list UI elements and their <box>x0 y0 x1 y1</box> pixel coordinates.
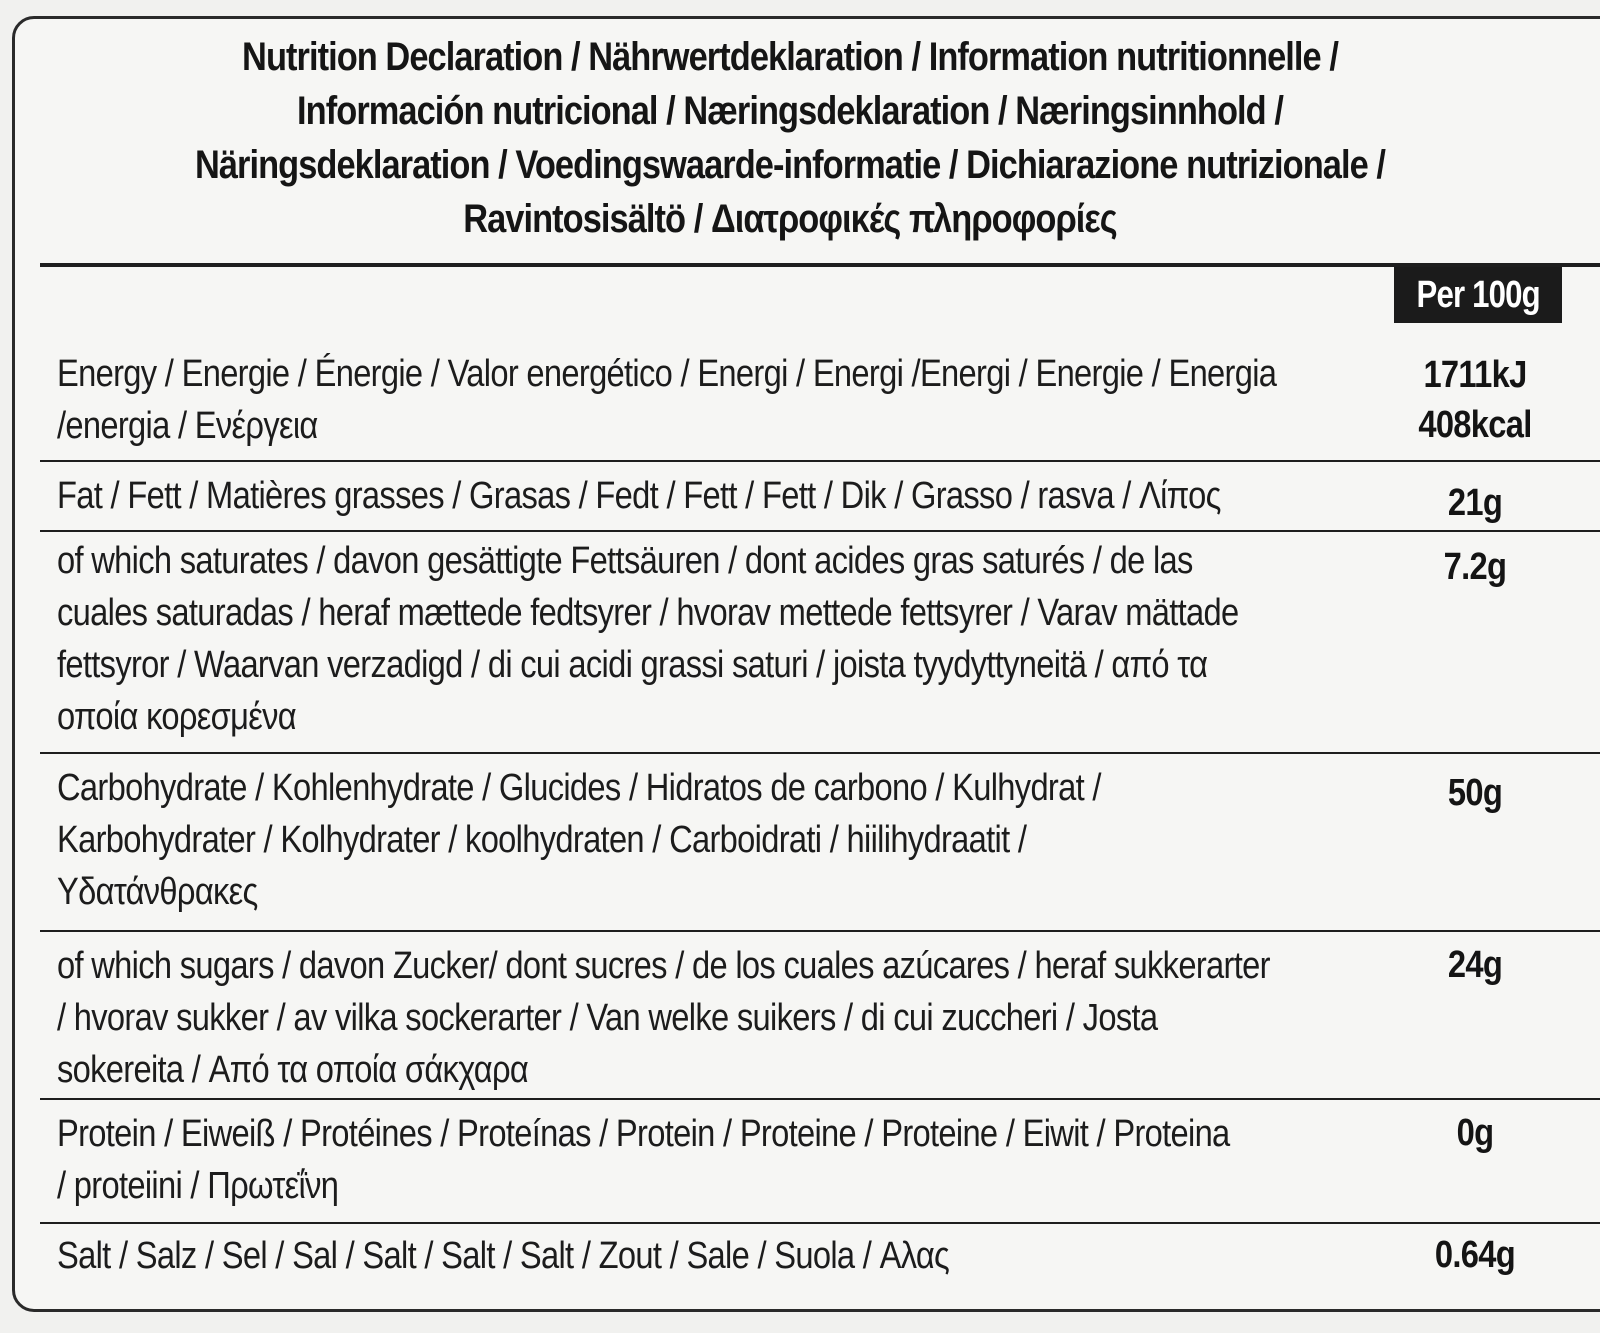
row-divider <box>40 930 1600 932</box>
title-line: Nutrition Declaration / Nährwertdeklaration / Information nutritionnelle / <box>242 35 1338 79</box>
sugars-label <box>57 940 1347 1096</box>
fat-value <box>1390 478 1560 528</box>
energy-label <box>57 348 1347 452</box>
label-line: fettsyror / Waarvan verzadigd / di cui acidi grassi saturi / joista tyydyttyneitä / από τα <box>57 644 1208 686</box>
label-line: Protein / Eiweiß / Protéines / Proteínas / Protein / Proteine / Proteine / Eiwit / Proteina <box>57 1113 1230 1155</box>
row-divider <box>40 460 1600 462</box>
value-line: 7.2g <box>1443 546 1507 588</box>
value-line: 0g <box>1456 1112 1494 1154</box>
label-line: Fat / Fett / Matières grasses / Grasas / Fedt / Fett / Fett / Dik / Grasso / rasva / Λίπος <box>57 475 1221 517</box>
value-line: 21g <box>1447 482 1503 524</box>
value-line: 1711kJ <box>1423 354 1527 396</box>
label-line: / hvorav sukker / av vilka sockerarter / Van welke suikers / di cui zuccheri / Josta <box>57 997 1158 1039</box>
row-divider <box>40 752 1600 754</box>
label-line: Karbohydrater / Kolhydrater / koolhydraten / Carboidrati / hiilihydraatit / <box>57 819 1027 861</box>
title-line: Ravintosisältö / Διατροφικές πληροφορίες <box>463 197 1117 241</box>
label-line: /energia / Ενέργεια <box>57 405 318 447</box>
row-divider <box>40 1222 1600 1224</box>
label-line: οποία κορεσμένα <box>57 696 296 738</box>
label-line: Υδατάνθρακες <box>57 871 258 913</box>
nutrition-declaration-title <box>40 30 1540 246</box>
carbohydrate-label <box>57 762 1347 918</box>
per-100g-column-header <box>1394 267 1562 323</box>
label-line: of which sugars / davon Zucker/ dont sucres / de los cuales azúcares / heraf sukkerarter <box>57 945 1270 987</box>
carbohydrate-value <box>1390 768 1560 818</box>
value-line: 50g <box>1447 772 1503 814</box>
salt-value <box>1390 1230 1560 1280</box>
protein-value <box>1390 1108 1560 1158</box>
per-100g-label: Per 100g <box>1416 274 1540 316</box>
label-line: cuales saturadas / heraf mættede fedtsyrer / hvorav mettede fettsyrer / Varav mättade <box>57 592 1239 634</box>
sugars-value <box>1390 940 1560 990</box>
label-line: / proteiini / Πρωτεΐνη <box>57 1165 339 1207</box>
fat-label <box>57 470 1347 522</box>
title-line: Información nutricional / Næringsdeklaration / Næringsinnhold / <box>297 89 1283 133</box>
label-line: Carbohydrate / Kohlenhydrate / Glucides / Hidratos de carbono / Kulhydrat / <box>57 767 1101 809</box>
label-line: sokereita / Από τα οποία σάκχαρα <box>57 1049 529 1091</box>
title-line: Näringsdeklaration / Voedingswaarde-informatie / Dichiarazione nutrizionale / <box>194 143 1386 187</box>
label-line: Salt / Salz / Sel / Sal / Salt / Salt / Salt / Zout / Sale / Suola / Αλας <box>57 1235 950 1277</box>
protein-label <box>57 1108 1347 1212</box>
label-line: of which saturates / davon gesättigte Fettsäuren / dont acides gras saturés / de las <box>57 540 1193 582</box>
value-line: 408kcal <box>1418 404 1532 446</box>
salt-label <box>57 1230 1347 1282</box>
value-line: 24g <box>1447 944 1503 986</box>
header-divider <box>40 263 1600 267</box>
label-line: Energy / Energie / Énergie / Valor energético / Energi / Energi /Energi / Energie / Energia <box>57 353 1277 395</box>
value-line: 0.64g <box>1434 1234 1516 1276</box>
saturates-label <box>57 535 1347 743</box>
row-divider <box>40 1098 1600 1100</box>
row-divider <box>40 530 1600 532</box>
saturates-value <box>1390 542 1560 592</box>
energy-value <box>1390 350 1560 450</box>
